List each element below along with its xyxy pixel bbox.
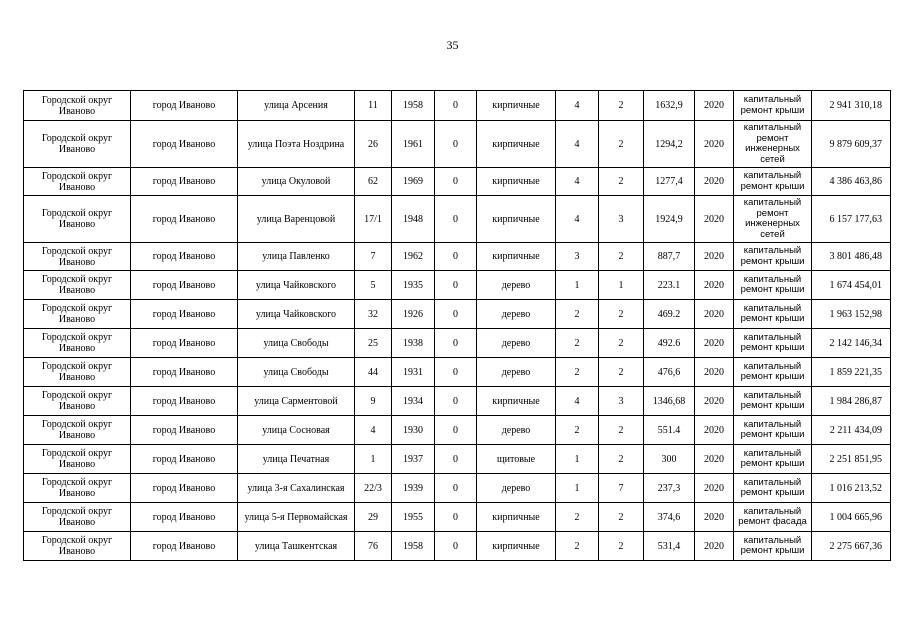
cell-cost: 1 674 454,01 [812,271,891,300]
cell-area: 374,6 [644,503,695,532]
cell-floors: 2 [556,358,599,387]
cell-plan-year: 2020 [695,121,734,168]
cell-cost: 2 211 434,09 [812,416,891,445]
table-row [24,300,891,329]
cell-wall-material: дерево [477,358,556,387]
cell-house-number: 76 [355,532,392,561]
cell-house-number: 22/3 [355,474,392,503]
cell-district: Городской округ Иваново [24,196,131,243]
cell-city: город Иваново [131,168,238,196]
cell-city: город Иваново [131,387,238,416]
cell-work-type: капитальный ремонт крыши [734,168,812,196]
cell-house-number: 1 [355,445,392,474]
cell-city: город Иваново [131,300,238,329]
cell-wall-material: кирпичные [477,91,556,121]
table-row [24,243,891,271]
cell-zero: 0 [435,243,477,271]
cell-house-number: 44 [355,358,392,387]
cell-work-type: капитальный ремонт крыши [734,387,812,416]
cell-entrances: 2 [599,445,644,474]
cell-floors: 4 [556,91,599,121]
cell-wall-material: кирпичные [477,121,556,168]
table-row [24,196,891,243]
cell-wall-material: кирпичные [477,503,556,532]
cell-city: город Иваново [131,358,238,387]
table-row [24,329,891,358]
cell-wall-material: кирпичные [477,532,556,561]
cell-plan-year: 2020 [695,387,734,416]
cell-area: 1924,9 [644,196,695,243]
cell-work-type: капитальный ремонт крыши [734,300,812,329]
cell-city: город Иваново [131,474,238,503]
cell-house-number: 62 [355,168,392,196]
cell-house-number: 17/1 [355,196,392,243]
cell-work-type: капитальный ремонт инженерных сетей [734,121,812,168]
cell-zero: 0 [435,503,477,532]
cell-city: город Иваново [131,243,238,271]
cell-build-year: 1958 [392,91,435,121]
cell-plan-year: 2020 [695,300,734,329]
table-row [24,121,891,168]
table-row [24,91,891,121]
cell-city: город Иваново [131,196,238,243]
cell-area: 469.2 [644,300,695,329]
cell-entrances: 2 [599,243,644,271]
cell-city: город Иваново [131,329,238,358]
cell-build-year: 1935 [392,271,435,300]
cell-zero: 0 [435,358,477,387]
page-number: 35 [446,38,459,52]
cell-zero: 0 [435,168,477,196]
cell-cost: 2 275 667,36 [812,532,891,561]
cell-entrances: 2 [599,329,644,358]
cell-area: 1346,68 [644,387,695,416]
cell-house-number: 29 [355,503,392,532]
cell-wall-material: кирпичные [477,243,556,271]
cell-street: улица Свободы [238,329,355,358]
cell-district: Городской округ Иваново [24,168,131,196]
cell-cost: 1 963 152,98 [812,300,891,329]
cell-entrances: 2 [599,503,644,532]
cell-cost: 1 016 213,52 [812,474,891,503]
cell-build-year: 1937 [392,445,435,474]
cell-city: город Иваново [131,91,238,121]
cell-cost: 1 004 665,96 [812,503,891,532]
cell-street: улица 3-я Сахалинская [238,474,355,503]
cell-wall-material: дерево [477,416,556,445]
cell-floors: 4 [556,387,599,416]
cell-build-year: 1931 [392,358,435,387]
cell-floors: 1 [556,271,599,300]
table-body [24,91,891,561]
cell-floors: 4 [556,121,599,168]
cell-work-type: капитальный ремонт крыши [734,532,812,561]
cell-zero: 0 [435,196,477,243]
cell-work-type: капитальный ремонт фасада [734,503,812,532]
cell-work-type: капитальный ремонт крыши [734,243,812,271]
cell-city: город Иваново [131,271,238,300]
cell-house-number: 9 [355,387,392,416]
cell-floors: 2 [556,503,599,532]
cell-plan-year: 2020 [695,271,734,300]
cell-cost: 1 984 286,87 [812,387,891,416]
table-row [24,445,891,474]
cell-entrances: 2 [599,358,644,387]
cell-house-number: 5 [355,271,392,300]
cell-district: Городской округ Иваново [24,329,131,358]
cell-plan-year: 2020 [695,474,734,503]
cell-city: город Иваново [131,503,238,532]
cell-district: Городской округ Иваново [24,121,131,168]
cell-entrances: 7 [599,474,644,503]
cell-house-number: 25 [355,329,392,358]
cell-zero: 0 [435,474,477,503]
cell-zero: 0 [435,121,477,168]
cell-city: город Иваново [131,121,238,168]
cell-district: Городской округ Иваново [24,387,131,416]
cell-entrances: 2 [599,168,644,196]
cell-entrances: 3 [599,196,644,243]
cell-entrances: 1 [599,271,644,300]
cell-cost: 3 801 486,48 [812,243,891,271]
cell-house-number: 32 [355,300,392,329]
cell-street: улица Чайковского [238,300,355,329]
cell-street: улица Окуловой [238,168,355,196]
cell-plan-year: 2020 [695,168,734,196]
cell-street: улица Ташкентская [238,532,355,561]
cell-work-type: капитальный ремонт инженерных сетей [734,196,812,243]
cell-district: Городской округ Иваново [24,271,131,300]
cell-street: улица Сарментовой [238,387,355,416]
cell-street: улица Печатная [238,445,355,474]
cell-area: 237,3 [644,474,695,503]
cell-entrances: 2 [599,121,644,168]
table-row [24,271,891,300]
table-row [24,358,891,387]
cell-wall-material: дерево [477,271,556,300]
cell-house-number: 7 [355,243,392,271]
cell-district: Городской округ Иваново [24,503,131,532]
cell-street: улица Варенцовой [238,196,355,243]
cell-entrances: 2 [599,300,644,329]
cell-street: улица Чайковского [238,271,355,300]
cell-plan-year: 2020 [695,503,734,532]
cell-floors: 2 [556,532,599,561]
cell-work-type: капитальный ремонт крыши [734,416,812,445]
cell-area: 887,7 [644,243,695,271]
cell-wall-material: кирпичные [477,387,556,416]
cell-plan-year: 2020 [695,416,734,445]
cell-floors: 2 [556,416,599,445]
cell-entrances: 2 [599,532,644,561]
cell-area: 300 [644,445,695,474]
cell-area: 1294,2 [644,121,695,168]
housing-repair-table [23,90,891,561]
cell-plan-year: 2020 [695,243,734,271]
cell-zero: 0 [435,329,477,358]
cell-wall-material: щитовые [477,445,556,474]
cell-floors: 3 [556,243,599,271]
cell-wall-material: кирпичные [477,168,556,196]
cell-entrances: 2 [599,91,644,121]
cell-area: 531,4 [644,532,695,561]
cell-entrances: 3 [599,387,644,416]
cell-district: Городской округ Иваново [24,243,131,271]
cell-area: 492.6 [644,329,695,358]
cell-area: 1632,9 [644,91,695,121]
table-row [24,532,891,561]
cell-cost: 4 386 463,86 [812,168,891,196]
cell-build-year: 1961 [392,121,435,168]
cell-street: улица Сосновая [238,416,355,445]
cell-cost: 2 142 146,34 [812,329,891,358]
cell-build-year: 1934 [392,387,435,416]
cell-plan-year: 2020 [695,196,734,243]
cell-build-year: 1938 [392,329,435,358]
cell-work-type: капитальный ремонт крыши [734,358,812,387]
cell-area: 1277,4 [644,168,695,196]
cell-zero: 0 [435,416,477,445]
cell-cost: 2 251 851,95 [812,445,891,474]
cell-city: город Иваново [131,445,238,474]
cell-build-year: 1948 [392,196,435,243]
cell-street: улица Поэта Ноздрина [238,121,355,168]
cell-build-year: 1930 [392,416,435,445]
cell-wall-material: дерево [477,329,556,358]
cell-plan-year: 2020 [695,532,734,561]
cell-zero: 0 [435,271,477,300]
cell-build-year: 1955 [392,503,435,532]
cell-zero: 0 [435,387,477,416]
cell-street: улица 5-я Первомайская [238,503,355,532]
cell-plan-year: 2020 [695,91,734,121]
table-row [24,416,891,445]
cell-zero: 0 [435,445,477,474]
cell-floors: 1 [556,474,599,503]
cell-floors: 4 [556,168,599,196]
table-row [24,168,891,196]
cell-district: Городской округ Иваново [24,300,131,329]
cell-house-number: 11 [355,91,392,121]
cell-cost: 2 941 310,18 [812,91,891,121]
cell-build-year: 1969 [392,168,435,196]
cell-entrances: 2 [599,416,644,445]
cell-city: город Иваново [131,532,238,561]
cell-floors: 2 [556,329,599,358]
cell-floors: 2 [556,300,599,329]
cell-area: 476,6 [644,358,695,387]
cell-district: Городской округ Иваново [24,358,131,387]
cell-floors: 4 [556,196,599,243]
cell-build-year: 1962 [392,243,435,271]
cell-cost: 9 879 609,37 [812,121,891,168]
cell-work-type: капитальный ремонт крыши [734,329,812,358]
cell-work-type: капитальный ремонт крыши [734,445,812,474]
cell-work-type: капитальный ремонт крыши [734,91,812,121]
cell-build-year: 1939 [392,474,435,503]
cell-house-number: 26 [355,121,392,168]
cell-build-year: 1926 [392,300,435,329]
table-row [24,503,891,532]
cell-plan-year: 2020 [695,329,734,358]
cell-district: Городской округ Иваново [24,91,131,121]
cell-cost: 6 157 177,63 [812,196,891,243]
table-row [24,387,891,416]
cell-district: Городской округ Иваново [24,445,131,474]
cell-zero: 0 [435,300,477,329]
cell-wall-material: кирпичные [477,196,556,243]
cell-district: Городской округ Иваново [24,532,131,561]
cell-build-year: 1958 [392,532,435,561]
cell-district: Городской округ Иваново [24,416,131,445]
cell-plan-year: 2020 [695,445,734,474]
cell-floors: 1 [556,445,599,474]
cell-street: улица Павленко [238,243,355,271]
cell-wall-material: дерево [477,300,556,329]
cell-wall-material: дерево [477,474,556,503]
cell-area: 223.1 [644,271,695,300]
cell-cost: 1 859 221,35 [812,358,891,387]
cell-district: Городской округ Иваново [24,474,131,503]
cell-city: город Иваново [131,416,238,445]
cell-zero: 0 [435,532,477,561]
cell-area: 551.4 [644,416,695,445]
cell-work-type: капитальный ремонт крыши [734,474,812,503]
table-row [24,474,891,503]
cell-street: улица Свободы [238,358,355,387]
cell-plan-year: 2020 [695,358,734,387]
cell-street: улица Арсения [238,91,355,121]
cell-zero: 0 [435,91,477,121]
cell-work-type: капитальный ремонт крыши [734,271,812,300]
cell-house-number: 4 [355,416,392,445]
